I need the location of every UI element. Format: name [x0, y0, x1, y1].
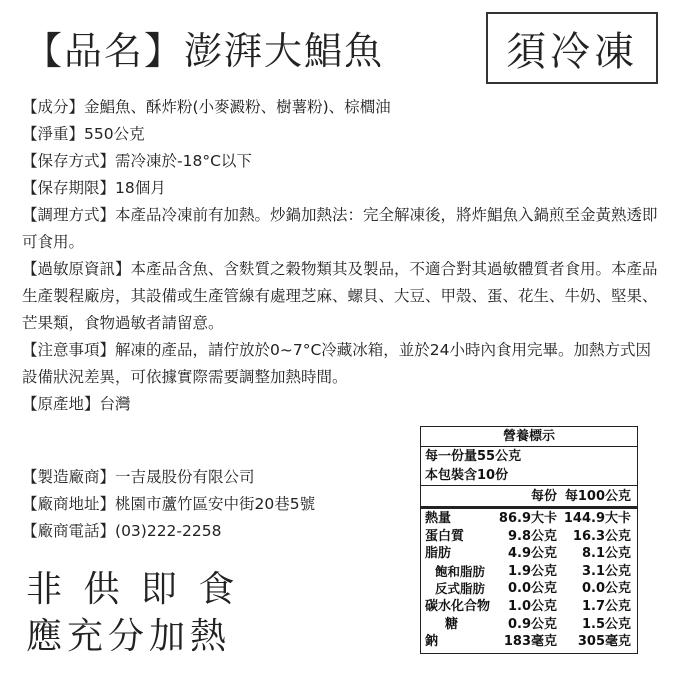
info-value: 需冷凍於-18°C以下 [115, 152, 252, 170]
nutrient-per-serving: 1.9公克 [507, 563, 557, 579]
nutrition-row [421, 528, 637, 546]
nutrient-per-100g: 144.9大卡 [563, 511, 631, 526]
info-key: 【淨重】 [22, 125, 85, 143]
nutrient-per-100g: 305毫克 [577, 634, 631, 650]
info-value: 本產品含魚、含麩質之穀物類其及製品，不適合對其過敏體質者食用。本產品生產製程廠房，其設備或生產管線有處理芝麻、螺貝、大豆、甲殼、蛋、花生、牛奶、堅果、芒果類，食物過敏者請留意。 [22, 260, 658, 332]
not-ready-to-eat-warning [26, 566, 239, 660]
nutrient-per-100g: 3.1公克 [581, 563, 631, 579]
frozen-label: 須冷凍 [486, 12, 658, 84]
info-key: 【原產地】 [22, 395, 100, 413]
info-cooking-method [22, 202, 662, 256]
info-value: 解凍的產品，請佇放於0~7°C冷藏冰箱，並於24小時內食用完畢。加熱方式因設備狀況差異，可依據實際需要調整加熱時間。 [22, 341, 652, 386]
warning-line-2: 應充分加熱 [26, 616, 232, 657]
info-shelf-life [22, 175, 662, 202]
nutrient-per-serving: 4.9公克 [507, 546, 557, 562]
nutrient-per-serving: 86.9大卡 [498, 511, 557, 526]
info-value: (03)222-2258 [115, 522, 222, 540]
nutrient-per-100g: 1.7公克 [581, 598, 631, 614]
nutrition-row [421, 633, 637, 651]
nutrition-row [421, 580, 637, 598]
nutrient-name: 飽和脂肪 [435, 563, 486, 579]
servings-per-package: 本包裝含10份 [425, 468, 509, 483]
info-value: 本產品冷凍前有加熱。炒鍋加熱法：完全解凍後，將炸鯧魚入鍋煎至金黃熟透即可食用。 [22, 206, 658, 251]
nutrition-row [421, 510, 637, 528]
nutrition-row [421, 616, 637, 634]
nutrient-name: 熱量 [425, 511, 452, 526]
serving-size: 每一份量55公克 [425, 449, 522, 464]
header-per-100g: 每100公克 [564, 489, 631, 504]
info-key: 【調理方式】 [22, 206, 116, 224]
nutrient-per-serving: 0.0公克 [507, 581, 557, 597]
nutrition-facts-table [420, 426, 638, 654]
info-notes [22, 337, 662, 391]
nutrient-name: 鈉 [425, 634, 439, 650]
nutrient-per-100g: 1.5公克 [581, 616, 631, 632]
nutrient-per-serving: 9.8公克 [507, 528, 557, 544]
product-title: 【品名】澎湃大鯧魚 [24, 29, 385, 73]
header-blank [421, 486, 495, 506]
product-info [22, 94, 662, 418]
info-origin [22, 391, 662, 418]
nutrition-header-row [421, 485, 637, 506]
nutrient-per-100g: 16.3公克 [572, 528, 631, 544]
info-key: 【製造廠商】 [22, 468, 116, 486]
header-per-serving: 每份 [530, 489, 557, 504]
info-storage-method [22, 148, 662, 175]
nutrition-title: 營養標示 [421, 427, 637, 447]
nutrient-per-serving: 1.0公克 [507, 598, 557, 614]
nutrient-name: 蛋白質 [425, 528, 465, 544]
info-key: 【成分】 [22, 98, 85, 116]
manufacturer-name [22, 464, 315, 491]
info-value: 桃園市蘆竹區安中街20巷5號 [115, 495, 316, 513]
warning-line-1: 非 供 即 食 [26, 569, 240, 610]
info-key: 【廠商電話】 [22, 522, 116, 540]
nutrient-name: 糖 [445, 616, 459, 632]
info-key: 【廠商地址】 [22, 495, 116, 513]
nutrient-name: 反式脂肪 [435, 581, 486, 597]
nutrition-rows [421, 506, 637, 653]
nutrient-per-serving: 183毫克 [503, 634, 557, 650]
nutrient-per-serving: 0.9公克 [507, 616, 557, 632]
nutrient-name: 碳水化合物 [425, 598, 491, 614]
info-key: 【保存期限】 [22, 179, 116, 197]
manufacturer-address [22, 491, 315, 518]
info-value: 一吉晟股份有限公司 [115, 468, 255, 486]
info-net-weight [22, 121, 662, 148]
nutrition-row [421, 545, 637, 563]
info-value: 550公克 [84, 125, 145, 143]
manufacturer-info [22, 464, 315, 545]
info-ingredients [22, 94, 662, 121]
info-key: 【注意事項】 [22, 341, 116, 359]
info-key: 【過敏原資訊】 [22, 260, 131, 278]
nutrition-row [421, 563, 637, 581]
nutrition-row [421, 598, 637, 616]
info-value: 台灣 [99, 395, 131, 413]
info-allergen [22, 256, 662, 337]
info-value: 18個月 [115, 179, 166, 197]
manufacturer-phone [22, 518, 315, 545]
nutrient-name: 脂肪 [425, 546, 452, 562]
nutrient-per-100g: 0.0公克 [581, 581, 631, 597]
nutrient-per-100g: 8.1公克 [581, 546, 631, 562]
info-key: 【保存方式】 [22, 152, 116, 170]
info-value: 金鯧魚、酥炸粉(小麥澱粉、樹薯粉)、棕櫚油 [84, 98, 391, 116]
